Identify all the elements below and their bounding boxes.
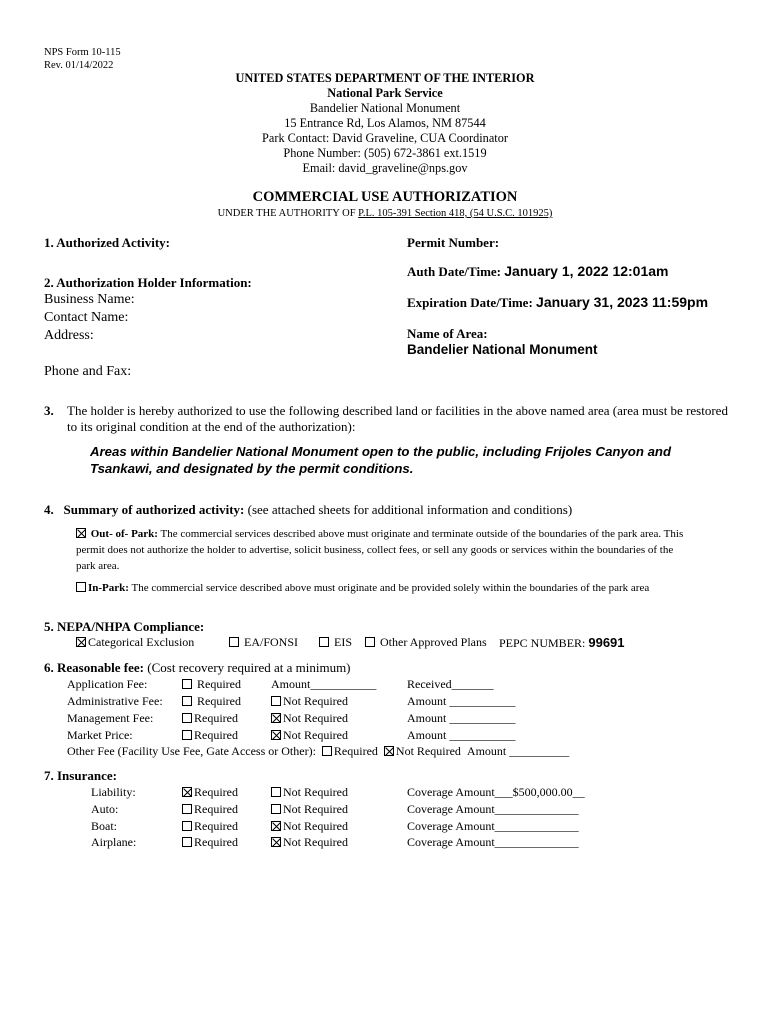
- cat-ex-checkbox[interactable]: [76, 637, 86, 647]
- auth-date-label: Auth Date/Time:: [407, 264, 505, 279]
- in-park-text: The commercial service described above must originate and be provided solely within the boundaries of the park area: [128, 582, 650, 594]
- management-fee-required-label: Required: [194, 711, 238, 725]
- other-fee-required-checkbox[interactable]: [322, 746, 332, 756]
- airplane-not-required: [271, 835, 348, 850]
- liability-required-label: Required: [194, 785, 238, 799]
- admin-fee-not-required: [271, 694, 348, 709]
- section-3-number: 3.: [44, 403, 54, 418]
- expiration-date-label: Expiration Date/Time:: [407, 295, 537, 310]
- application-fee-amount[interactable]: Amount___________: [271, 677, 377, 691]
- market-price-required: [182, 728, 238, 743]
- liability-coverage[interactable]: [407, 785, 585, 800]
- authority-prefix: UNDER THE AUTHORITY OF: [217, 208, 359, 219]
- other-plans-checkbox[interactable]: [365, 637, 375, 647]
- holder-info-label: 2. Authorization Holder Information:: [44, 275, 252, 290]
- boat-not-required-checkbox[interactable]: [271, 821, 281, 831]
- authority-line: [0, 206, 770, 221]
- market-price-amount[interactable]: Amount ___________: [407, 728, 516, 742]
- boat-required-label: Required: [194, 819, 238, 833]
- application-fee-required-checkbox[interactable]: [182, 679, 192, 689]
- airplane-coverage[interactable]: Coverage Amount______________: [407, 835, 579, 849]
- section-4-number: 4.: [44, 502, 54, 517]
- other-fee-required-label: Required: [333, 744, 378, 758]
- out-of-park-checkbox[interactable]: [76, 528, 86, 538]
- auth-date-value: January 1, 2022 12:01am: [504, 263, 669, 279]
- area-name-value: Bandelier National Monument: [407, 342, 598, 357]
- pepc-number: [499, 635, 625, 651]
- auto-required-label: Required: [194, 802, 238, 816]
- auto-not-required-label: Not Required: [283, 802, 348, 816]
- admin-fee-required-label: Required: [197, 694, 241, 708]
- other-fee-not-required-checkbox[interactable]: [384, 746, 394, 756]
- application-fee-required-label: Required: [197, 677, 241, 691]
- area-name-label: Name of Area:: [407, 326, 488, 341]
- boat-not-required: [271, 819, 348, 834]
- auto-required: [182, 802, 238, 817]
- liability-name: Liability:: [91, 785, 136, 799]
- out-of-park-option: [76, 526, 688, 574]
- other-fee-label: Other Fee (Facility Use Fee, Gate Access or Other):: [67, 744, 316, 758]
- address-label: Address:: [44, 328, 94, 343]
- eis-option: [319, 635, 352, 650]
- management-fee-amount[interactable]: Amount ___________: [407, 711, 516, 725]
- market-price-not-required: [271, 728, 348, 743]
- section-3-text: The holder is hereby authorized to use the following described land or facilities in the above named area (area must be restored to its original condition at the end of the authorization):: [67, 403, 728, 434]
- out-of-park-label: Out- of- Park:: [90, 528, 158, 540]
- market-price-required-checkbox[interactable]: [182, 730, 192, 740]
- form-number: NPS Form 10-115: [44, 47, 121, 58]
- management-fee-not-required-checkbox[interactable]: [271, 713, 281, 723]
- boat-name: Boat:: [91, 819, 117, 833]
- application-fee-name: Application Fee:: [67, 677, 148, 691]
- auto-required-checkbox[interactable]: [182, 804, 192, 814]
- management-fee-not-required: [271, 711, 348, 726]
- authorized-activity-label: 1. Authorized Activity:: [44, 235, 171, 250]
- boat-required: [182, 819, 238, 834]
- market-price-not-required-checkbox[interactable]: [271, 730, 281, 740]
- liability-not-required-label: Not Required: [283, 785, 348, 799]
- expiration-date: [407, 294, 708, 311]
- insurance-label: 7. Insurance:: [44, 768, 117, 783]
- park-contact: Park Contact: David Graveline, CUA Coordinator: [262, 131, 508, 145]
- phone-fax-label: Phone and Fax:: [44, 364, 132, 379]
- authority-link[interactable]: P.L. 105-391 Section 418, (54 U.S.C. 101925): [358, 208, 553, 219]
- market-price-name: Market Price:: [67, 728, 133, 742]
- fee-label: 6. Reasonable fee:: [44, 660, 145, 675]
- auth-date: [407, 263, 669, 280]
- liability-required-checkbox[interactable]: [182, 787, 192, 797]
- liability-coverage-text: Coverage Amount___$500,000.00__: [407, 785, 585, 799]
- in-park-checkbox[interactable]: [76, 582, 86, 592]
- other-plans-label: Other Approved Plans: [380, 635, 487, 649]
- out-of-park-text: The commercial services described above must originate and terminate outside of the boundaries of the park area. This permit does not authorize the holder to advertise, solicit business, collect fees, or sell any goods or services within the boundaries of the park area.: [76, 528, 684, 572]
- auto-not-required: [271, 802, 348, 817]
- park-phone: Phone Number: (505) 672-3861 ext.1519: [283, 146, 487, 160]
- boat-coverage[interactable]: Coverage Amount______________: [407, 819, 579, 833]
- airplane-name: Airplane:: [91, 835, 137, 849]
- management-fee-not-required-label: Not Required: [283, 711, 348, 725]
- admin-fee-not-required-checkbox[interactable]: [271, 696, 281, 706]
- boat-required-checkbox[interactable]: [182, 821, 192, 831]
- nepa-label: 5. NEPA/NHPA Compliance:: [44, 619, 205, 634]
- business-name-label: Business Name:: [44, 292, 135, 307]
- ea-label: EA/FONSI: [244, 635, 299, 649]
- airplane-required: [182, 835, 238, 850]
- section-4-note: (see attached sheets for additional information and conditions): [244, 502, 573, 517]
- eis-label: EIS: [334, 635, 352, 649]
- fee-note: (Cost recovery required at a minimum): [144, 660, 351, 675]
- in-park-option: [76, 580, 688, 596]
- application-fee-required: [182, 677, 241, 692]
- department-heading: UNITED STATES DEPARTMENT OF THE INTERIOR: [235, 71, 535, 85]
- admin-fee-not-required-label: Not Required: [283, 694, 348, 708]
- boat-not-required-label: Not Required: [283, 819, 348, 833]
- management-fee-required: [182, 711, 238, 726]
- liability-required: [182, 785, 238, 800]
- market-price-not-required-label: Not Required: [283, 728, 348, 742]
- management-fee-name: Management Fee:: [67, 711, 154, 725]
- pepc-value: 99691: [588, 635, 625, 650]
- fee-heading: [44, 660, 351, 676]
- eis-checkbox[interactable]: [319, 637, 329, 647]
- area-description: Areas within Bandelier National Monument open to the public, including Frijoles Canyon and Tsankawi, and designated by the permit conditions.: [90, 444, 672, 476]
- management-fee-required-checkbox[interactable]: [182, 713, 192, 723]
- section-4-label: Summary of authorized activity:: [63, 502, 245, 517]
- admin-fee-amount[interactable]: Amount ___________: [407, 694, 516, 708]
- section-4-heading: [44, 502, 572, 518]
- admin-fee-name: Administrative Fee:: [67, 694, 163, 708]
- auto-coverage[interactable]: Coverage Amount______________: [407, 802, 579, 816]
- contact-name-label: Contact Name:: [44, 310, 129, 325]
- other-fee-not-required-label: Not Required: [395, 744, 461, 758]
- pepc-label: PEPC NUMBER:: [499, 636, 589, 650]
- permit-number-label: Permit Number:: [407, 235, 500, 250]
- airplane-not-required-label: Not Required: [283, 835, 348, 849]
- application-fee-received[interactable]: Received_______: [407, 677, 494, 691]
- airplane-required-label: Required: [194, 835, 238, 849]
- auto-not-required-checkbox[interactable]: [271, 804, 281, 814]
- in-park-label: In-Park:: [88, 582, 129, 594]
- other-fee-amount[interactable]: Amount __________: [466, 744, 570, 758]
- park-email: Email: david_graveline@nps.gov: [302, 161, 468, 175]
- admin-fee-required: [182, 694, 241, 709]
- cat-ex-option: [76, 635, 194, 650]
- park-address: 15 Entrance Rd, Los Alamos, NM 87544: [284, 116, 486, 130]
- airplane-required-checkbox[interactable]: [182, 837, 192, 847]
- park-name: Bandelier National Monument: [309, 101, 461, 115]
- other-plans-option: [365, 635, 487, 650]
- admin-fee-required-checkbox[interactable]: [182, 696, 192, 706]
- form-revision: Rev. 01/14/2022: [44, 60, 114, 71]
- other-fee-row: [67, 744, 569, 759]
- liability-not-required: [271, 785, 348, 800]
- ea-option: [229, 635, 298, 650]
- auto-name: Auto:: [91, 802, 119, 816]
- liability-not-required-checkbox[interactable]: [271, 787, 281, 797]
- airplane-not-required-checkbox[interactable]: [271, 837, 281, 847]
- expiration-date-value: January 31, 2023 11:59pm: [536, 294, 709, 310]
- market-price-required-label: Required: [194, 728, 238, 742]
- page-title: COMMERCIAL USE AUTHORIZATION: [252, 189, 518, 205]
- service-heading: National Park Service: [327, 86, 443, 100]
- ea-checkbox[interactable]: [229, 637, 239, 647]
- cat-ex-label: Categorical Exclusion: [88, 635, 195, 649]
